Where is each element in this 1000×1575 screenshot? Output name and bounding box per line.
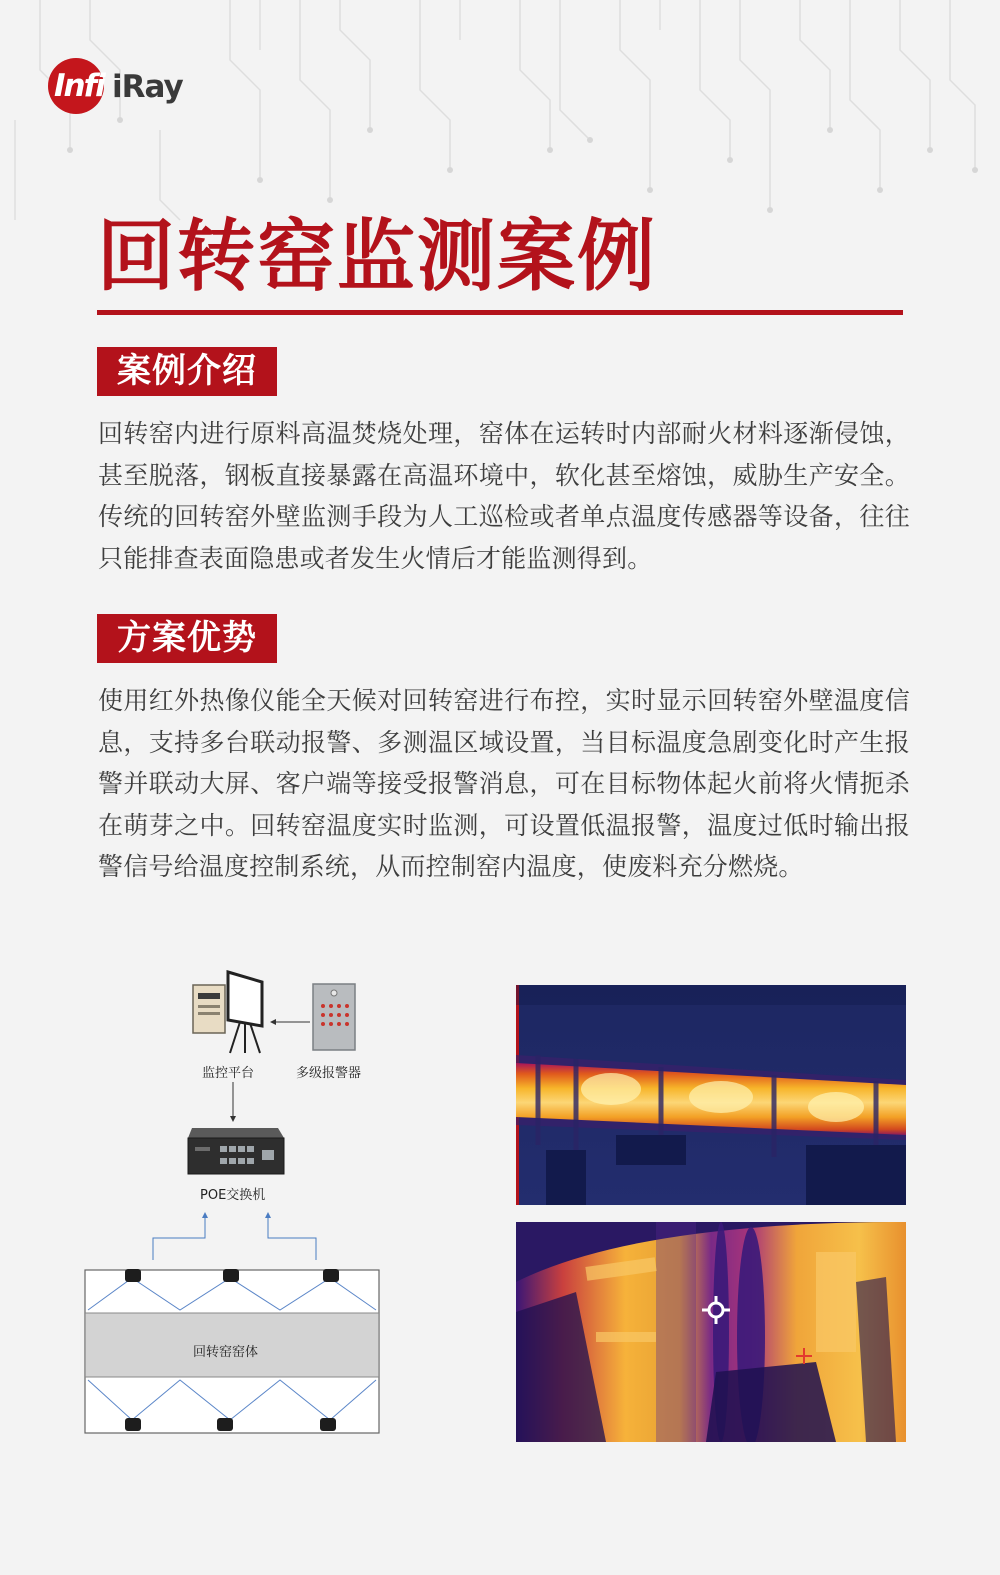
alarm-panel-icon xyxy=(313,984,355,1050)
brand-logo xyxy=(48,58,198,118)
alarm-device-label: 多级报警器 xyxy=(296,1066,362,1081)
logo-text-inf: Infi xyxy=(54,68,104,104)
case-intro-text: 回转窑内进行原料高温焚烧处理，窑体在运转时内部耐火材料逐渐侵蚀，甚至脱落，钢板直接暴露在高温环境中，软化甚至熔蚀，威胁生产安全。传统的回转窑外壁监测手段为人工巡检或者单点温度传感器等设备，往往只能排查表面隐患或者发生火情后才能监测得到。 xyxy=(98,419,910,573)
section-tag-solution-advantages: 方案优势 xyxy=(97,614,277,663)
thermal-image-kiln-side xyxy=(516,985,906,1205)
thermal-camera-icon xyxy=(125,1269,141,1282)
title-divider xyxy=(97,310,903,315)
solution-advantages-text: 使用红外热像仪能全天候对回转窑进行布控，实时显示回转窑外壁温度信息，支持多台联动报警、多测温区域设置，当目标温度急剧变化时产生报警并联动大屏、客户端等接受报警消息，可在目标物体起火前将火情扼杀在萌芽之中。回转窑温度实时监测，可设置低温报警，温度过低时输出报警信号给温度控制系统，从而控制窑内温度，使废料充分燃烧。 xyxy=(98,686,910,881)
poe-switch-label: POE交换机 xyxy=(200,1188,266,1203)
thermal-camera-icon xyxy=(323,1269,339,1282)
monitor-workstation-icon xyxy=(193,972,262,1053)
system-diagram xyxy=(80,960,390,1450)
section-tag-case-intro: 案例介绍 xyxy=(97,347,277,396)
thermal-camera-icon xyxy=(217,1418,233,1431)
thermal-camera-icon xyxy=(320,1418,336,1431)
poe-switch-icon xyxy=(188,1128,284,1174)
thermal-camera-icon xyxy=(223,1269,239,1282)
kiln-body-label: 回转窑窑体 xyxy=(193,1345,259,1360)
page-title: 回转窑监测案例 xyxy=(97,212,658,302)
monitor-platform-label: 监控平台 xyxy=(202,1066,255,1081)
logo-text-iray: iRay xyxy=(112,69,183,105)
thermal-camera-icon xyxy=(125,1418,141,1431)
thermal-image-kiln-closeup xyxy=(516,1222,906,1442)
